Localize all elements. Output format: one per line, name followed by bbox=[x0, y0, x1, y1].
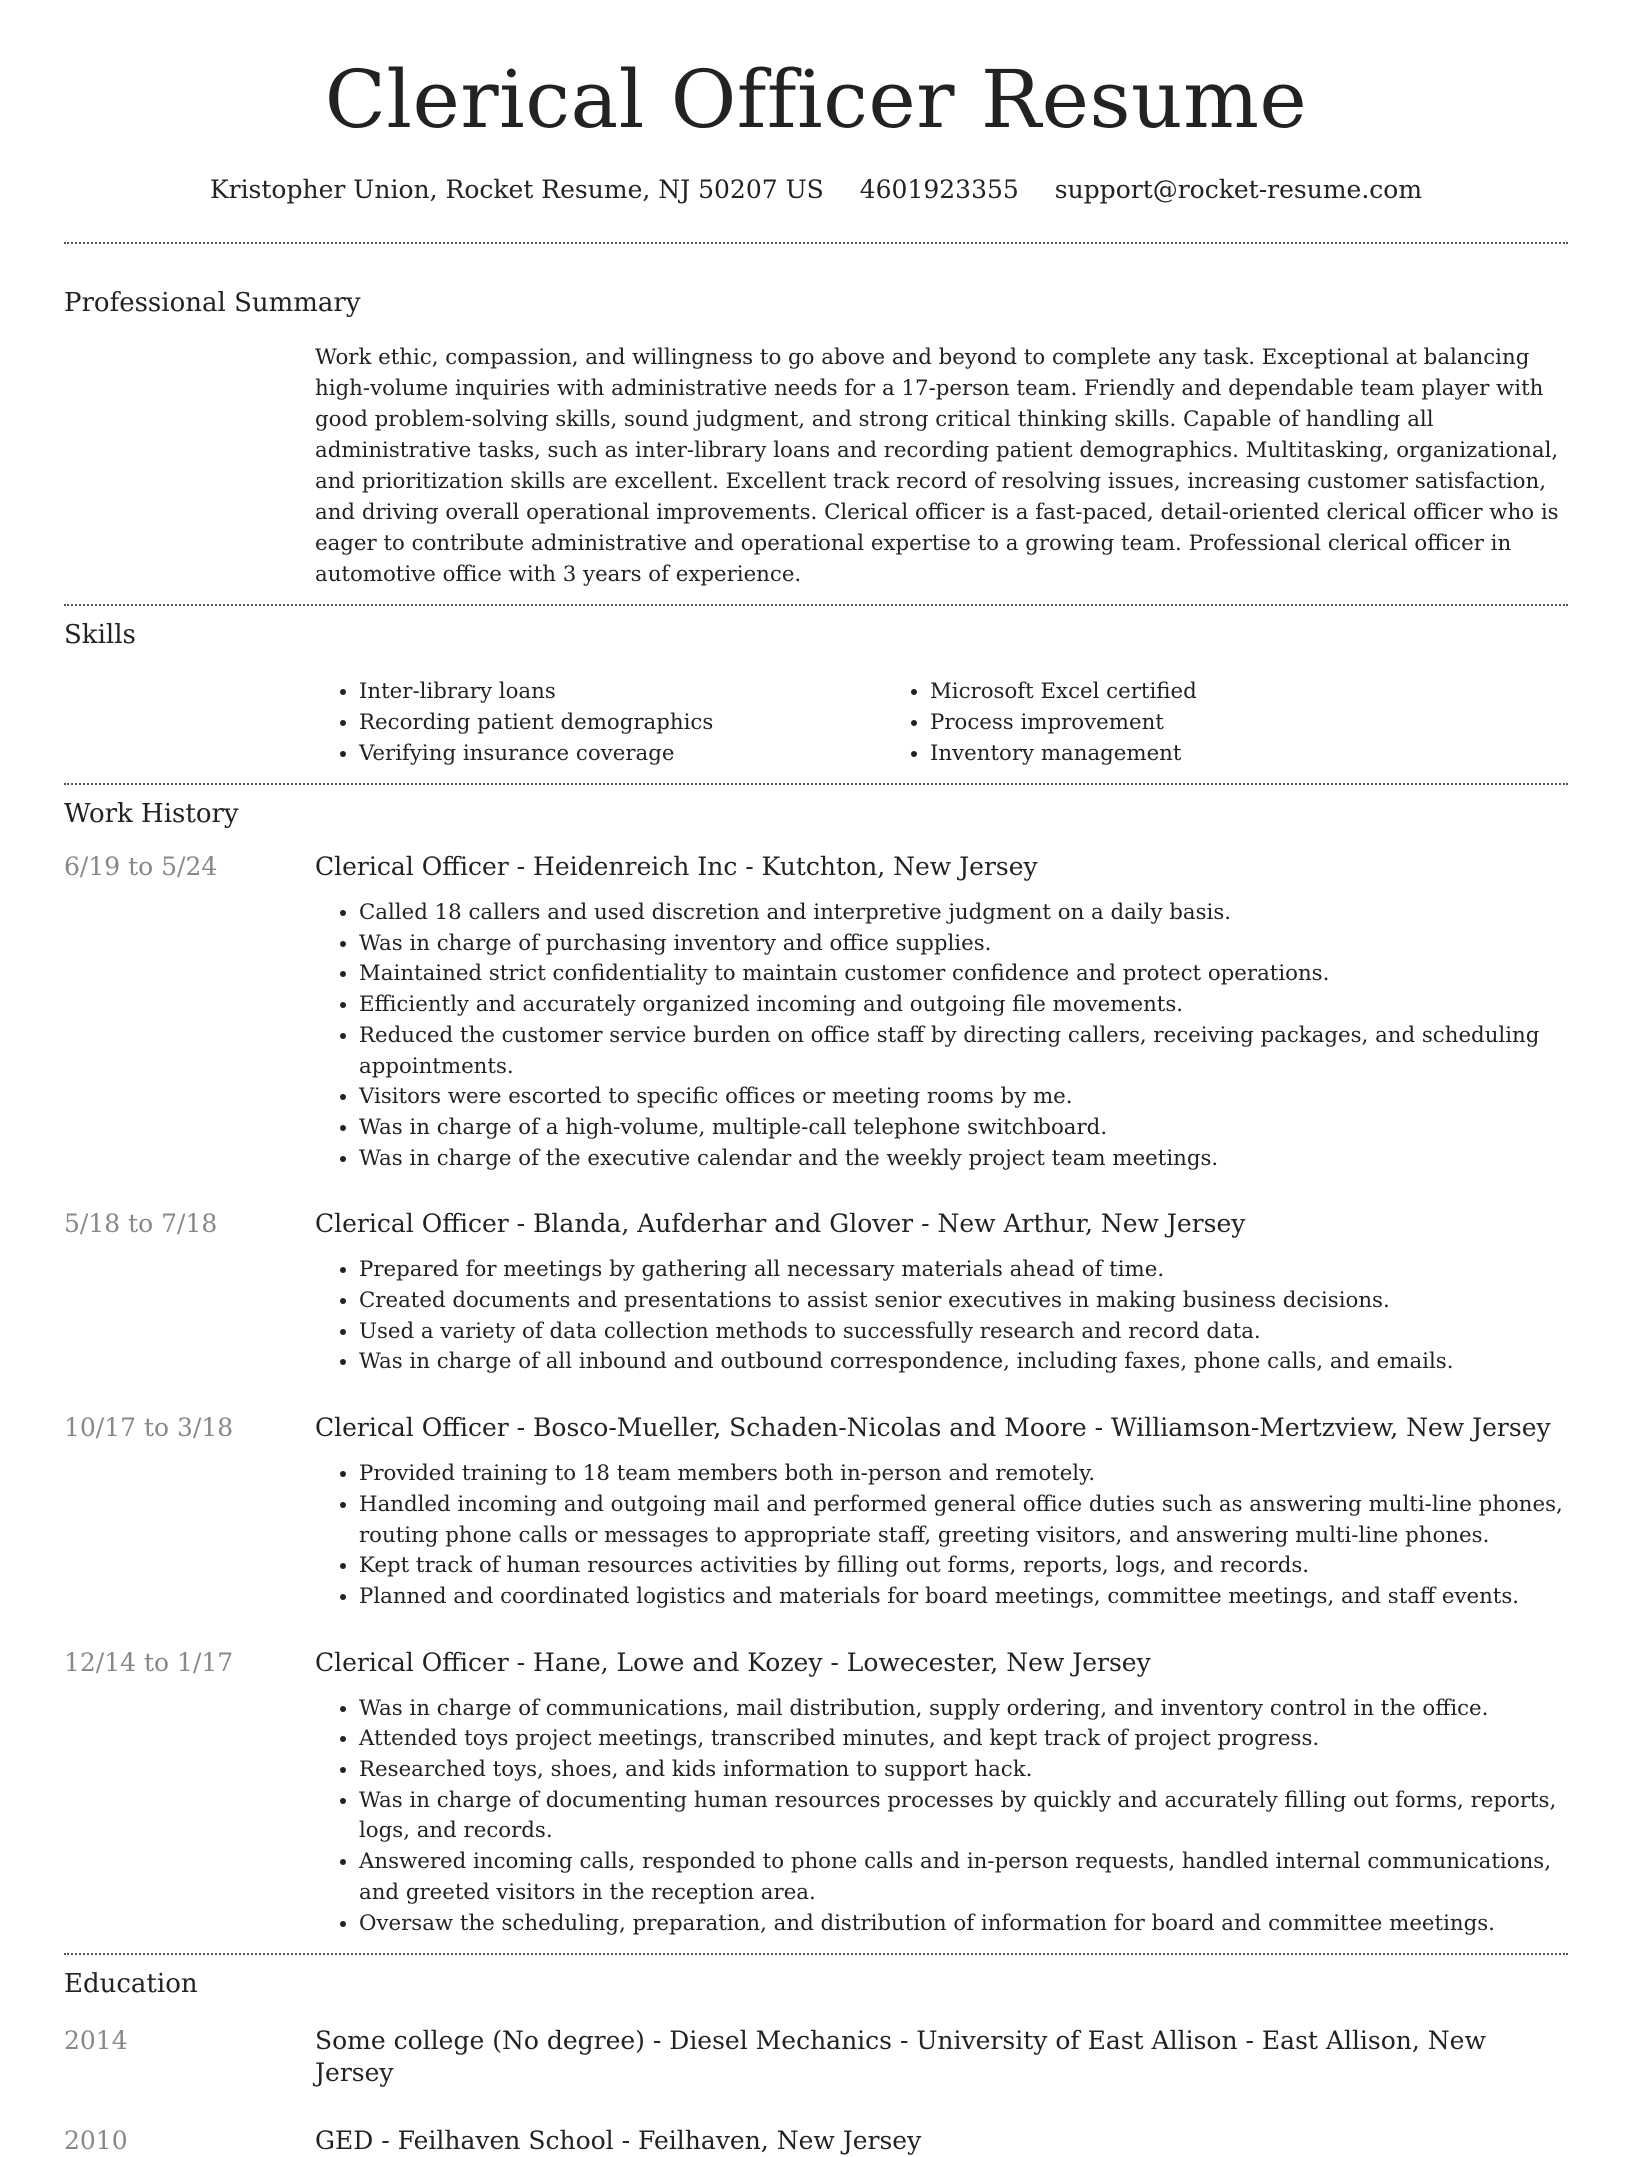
job-duty: • Efficiently and accurately organized incoming and outgoing file movements. bbox=[359, 990, 1568, 1021]
education-date: 2014 bbox=[64, 2026, 128, 2056]
job-duty: • Visitors were escorted to specific offices or meeting rooms by me. bbox=[359, 1082, 1568, 1113]
job-title: Clerical Officer - Bosco-Mueller, Schaden-Nicolas and Moore - Williamson-Mertzview, New Jersey bbox=[315, 1413, 1551, 1443]
job-duties bbox=[315, 1255, 1568, 1378]
divider bbox=[64, 1953, 1568, 1955]
job-entry bbox=[64, 1208, 1568, 1378]
job-duties bbox=[315, 1694, 1568, 1940]
job-entry bbox=[64, 851, 1568, 1174]
education-entry bbox=[64, 2025, 1568, 2089]
education-entry bbox=[64, 2125, 1568, 2157]
job-duty: • Handled incoming and outgoing mail and performed general office duties such as answering multi-line phones, routing phone calls or messages to appropriate staff, greeting visitors, and answering multi-line phones. bbox=[359, 1490, 1568, 1551]
summary-heading: Professional Summary bbox=[64, 288, 361, 318]
job-duty: • Was in charge of communications, mail distribution, supply ordering, and inventory control in the office. bbox=[359, 1694, 1568, 1725]
skills-column-right bbox=[886, 676, 1457, 769]
job-duty: • Called 18 callers and used discretion and interpretive judgment on a daily basis. bbox=[359, 898, 1568, 929]
job-duties bbox=[315, 898, 1568, 1174]
job-duty: • Prepared for meetings by gathering all necessary materials ahead of time. bbox=[359, 1255, 1568, 1286]
skill-item: • Verifying insurance coverage bbox=[359, 738, 886, 769]
contact-address: Kristopher Union, Rocket Resume, NJ 50207 US bbox=[209, 175, 824, 204]
work-history-heading: Work History bbox=[64, 799, 239, 829]
job-duty: • Maintained strict confidentiality to maintain customer confidence and protect operations. bbox=[359, 959, 1568, 990]
job-date: 6/19 to 5/24 bbox=[64, 852, 218, 881]
job-duty: • Planned and coordinated logistics and materials for board meetings, committee meetings, and staff events. bbox=[359, 1582, 1568, 1613]
skill-item: • Microsoft Excel certified bbox=[930, 676, 1457, 707]
contact-line bbox=[64, 174, 1568, 206]
skills-list bbox=[315, 676, 1568, 769]
job-duty: • Was in charge of purchasing inventory and office supplies. bbox=[359, 929, 1568, 960]
job-duty: • Was in charge of all inbound and outbound correspondence, including faxes, phone calls, and emails. bbox=[359, 1347, 1568, 1378]
divider bbox=[64, 604, 1568, 606]
skill-item: • Process improvement bbox=[930, 707, 1457, 738]
job-title: Clerical Officer - Hane, Lowe and Kozey - Lowecester, New Jersey bbox=[315, 1647, 1151, 1677]
education-title: GED - Feilhaven School - Feilhaven, New Jersey bbox=[315, 2126, 922, 2156]
job-duty: • Used a variety of data collection methods to successfully research and record data. bbox=[359, 1317, 1568, 1348]
education-title: Some college (No degree) - Diesel Mechanics - University of East Allison - East Allison, New Jersey bbox=[315, 2026, 1486, 2088]
job-date: 5/18 to 7/18 bbox=[64, 1209, 218, 1239]
divider bbox=[64, 242, 1568, 244]
job-duty: • Was in charge of documenting human resources processes by quickly and accurately filling out forms, reports, logs, and records. bbox=[359, 1786, 1568, 1847]
job-duty: • Oversaw the scheduling, preparation, and distribution of information for board and committee meetings. bbox=[359, 1909, 1568, 1940]
job-title: Clerical Officer - Heidenreich Inc - Kutchton, New Jersey bbox=[315, 852, 1038, 881]
job-duty: • Kept track of human resources activities by filling out forms, reports, logs, and records. bbox=[359, 1551, 1568, 1582]
job-duty: • Answered incoming calls, responded to phone calls and in-person requests, handled internal communications, and greeted visitors in the reception area. bbox=[359, 1847, 1568, 1908]
job-duty: • Provided training to 18 team members both in-person and remotely. bbox=[359, 1459, 1568, 1490]
job-duty: • Researched toys, shoes, and kids information to support hack. bbox=[359, 1755, 1568, 1786]
job-date: 12/14 to 1/17 bbox=[64, 1647, 234, 1677]
contact-email: support@rocket-resume.com bbox=[1054, 175, 1423, 204]
job-duty: • Was in charge of a high-volume, multiple-call telephone switchboard. bbox=[359, 1113, 1568, 1144]
contact-phone: 4601923355 bbox=[859, 175, 1019, 204]
job-entry bbox=[64, 1647, 1568, 1940]
skills-column-left bbox=[315, 676, 886, 769]
job-date: 10/17 to 3/18 bbox=[64, 1413, 234, 1443]
job-duties bbox=[315, 1459, 1568, 1613]
job-title: Clerical Officer - Blanda, Aufderhar and Glover - New Arthur, New Jersey bbox=[315, 1209, 1246, 1239]
skill-item: • Inter-library loans bbox=[359, 676, 886, 707]
education-date: 2010 bbox=[64, 2126, 128, 2156]
resume-title: Clerical Officer Resume bbox=[324, 53, 1308, 146]
education-heading: Education bbox=[64, 1969, 198, 2000]
job-entry bbox=[64, 1412, 1568, 1613]
divider bbox=[64, 783, 1568, 785]
skills-heading: Skills bbox=[64, 620, 136, 650]
job-duty: • Attended toys project meetings, transcribed minutes, and kept track of project progress. bbox=[359, 1724, 1568, 1755]
skill-item: • Inventory management bbox=[930, 738, 1457, 769]
summary-text: Work ethic, compassion, and willingness to go above and beyond to complete any task. Exceptional at balancing high-volume inquiries with administrative needs for a 17-person team. Friendly and dependable team player with good problem-solving skills, sound judgment, and strong critical thinking skills. Capable of handling all administrative tasks, such as inter-library loans and recording patient demographics. Multitasking, organizational, and prioritization skills are excellent. Excellent track record of resolving issues, increasing customer satisfaction, and driving overall operational improvements. Clerical officer is a fast-paced, detail-oriented clerical officer who is eager to contribute administrative and operational expertise to a growing team. Professional clerical officer in automotive office with 3 years of experience. bbox=[315, 345, 1559, 587]
skill-item: • Recording patient demographics bbox=[359, 707, 886, 738]
job-duty: • Was in charge of the executive calendar and the weekly project team meetings. bbox=[359, 1144, 1568, 1175]
job-duty: • Created documents and presentations to assist senior executives in making business decisions. bbox=[359, 1286, 1568, 1317]
job-duty: • Reduced the customer service burden on office staff by directing callers, receiving packages, and scheduling appointments. bbox=[359, 1021, 1568, 1082]
